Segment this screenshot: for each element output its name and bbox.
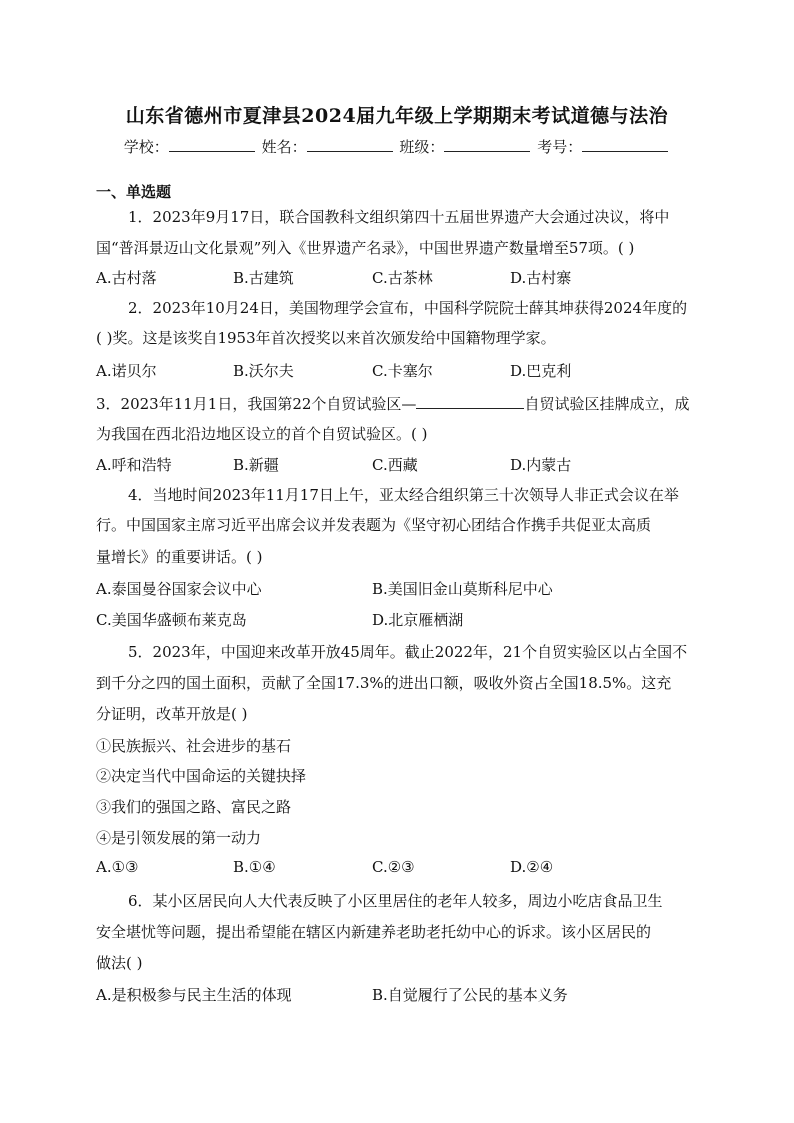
question-1-line-1: 1．2023年9月17日，联合国教科文组织第四十五届世界遗产大会通过决议，将中 [128,208,670,226]
question-3-text-before-blank: 3．2023年11月1日，我国第22个自贸试验区— [96,395,417,413]
question-6-line-3: 做法( ) [96,954,143,972]
question-5-statement-2: ②决定当代中国命运的关键抉择 [96,767,307,785]
question-1-line-2: 国“普洱景迈山文化景观”列入《世界遗产名录》，中国世界遗产数量增至57项。( ) [96,239,635,257]
section-heading: 一、单选题 [96,183,172,201]
question-6-option-b: B.自觉履行了公民的基本义务 [372,986,568,1004]
question-5-option-d: D.②④ [510,858,554,876]
question-4-line-1: 4．当地时间2023年11月17日上午，亚太经合组织第三十次领导人非正式会议在举 [128,486,679,504]
student-info-row [0,136,794,157]
question-2-option-c: C.卡塞尔 [372,362,433,380]
question-1-option-d: D.古村寨 [510,269,572,287]
question-4-option-a: A.泰国曼谷国家会议中心 [96,580,262,598]
question-5-statement-1: ①民族振兴、社会进步的基石 [96,737,292,755]
question-3-option-a: A.呼和浩特 [96,456,172,474]
question-2-option-a: A.诺贝尔 [96,362,157,380]
question-3-line-2: 为我国在西北沿边地区设立的首个自贸试验区。( ) [96,425,428,443]
question-4-option-b: B.美国旧金山莫斯科尼中心 [372,580,553,598]
question-4-line-2: 行。中国国家主席习近平出席会议并发表题为《坚守初心团结合作携手共促亚太高质 [96,516,652,534]
question-5-option-a: A.①③ [96,858,139,876]
question-3-text-after-blank: 自贸试验区挂牌成立，成 [524,395,690,413]
question-6-option-a: A.是积极参与民主生活的体现 [96,986,292,1004]
question-1-option-b: B.古建筑 [233,269,294,287]
number-blank [582,137,668,152]
question-2-line-1: 2．2023年10月24日，美国物理学会宣布，中国科学院院士薛其坤获得2024年度的 [128,299,688,317]
question-5-line-1: 5．2023年，中国迎来改革开放45周年。截止2022年，21个自贸实验区以占全国不 [128,643,688,661]
class-blank [444,137,530,152]
name-label: 姓名： [261,138,307,156]
question-1-option-c: C.古茶林 [372,269,433,287]
question-6-line-2: 安全堪忧等问题，提出希望能在辖区内新建养老助老托幼中心的诉求。该小区居民的 [96,923,652,941]
school-blank [169,137,255,152]
page-title: 山东省德州市夏津县2024届九年级上学期期末考试道德与法治 [125,105,669,127]
question-5-line-2: 到千分之四的国土面积，贡献了全国17.3%的进出口额，吸收外资占全国18.5%。这充 [96,674,672,692]
question-5-option-c: C.②③ [372,858,415,876]
question-5-line-3: 分证明，改革开放是( ) [96,705,248,723]
question-2-option-b: B.沃尔夫 [233,362,294,380]
question-5-statement-3: ③我们的强国之路、富民之路 [96,798,292,816]
school-label: 学校： [123,138,169,156]
question-3-fill-blank [416,394,524,409]
question-3-option-b: B.新疆 [233,456,279,474]
question-3-line-1 [96,393,689,414]
question-1-option-a: A.古村落 [96,269,157,287]
question-4-option-c: C.美国华盛顿布莱克岛 [96,611,247,629]
question-4-option-d: D.北京雁栖湖 [372,611,464,629]
question-4-line-3: 量增长》的重要讲话。( ) [96,548,263,566]
number-label: 考号： [537,138,583,156]
question-2-line-2: ( )奖。这是该奖自1953年首次授奖以来首次颁发给中国籍物理学家。 [96,329,556,347]
class-label: 班级： [399,138,445,156]
question-2-option-d: D.巴克利 [510,362,572,380]
question-5-statement-4: ④是引领发展的第一动力 [96,829,262,847]
question-3-option-c: C.西藏 [372,456,418,474]
question-3-option-d: D.内蒙古 [510,456,572,474]
name-blank [307,137,393,152]
question-6-line-1: 6．某小区居民向人大代表反映了小区里居住的老年人较多，周边小吃店食品卫生 [128,892,663,910]
question-5-option-b: B.①④ [233,858,276,876]
